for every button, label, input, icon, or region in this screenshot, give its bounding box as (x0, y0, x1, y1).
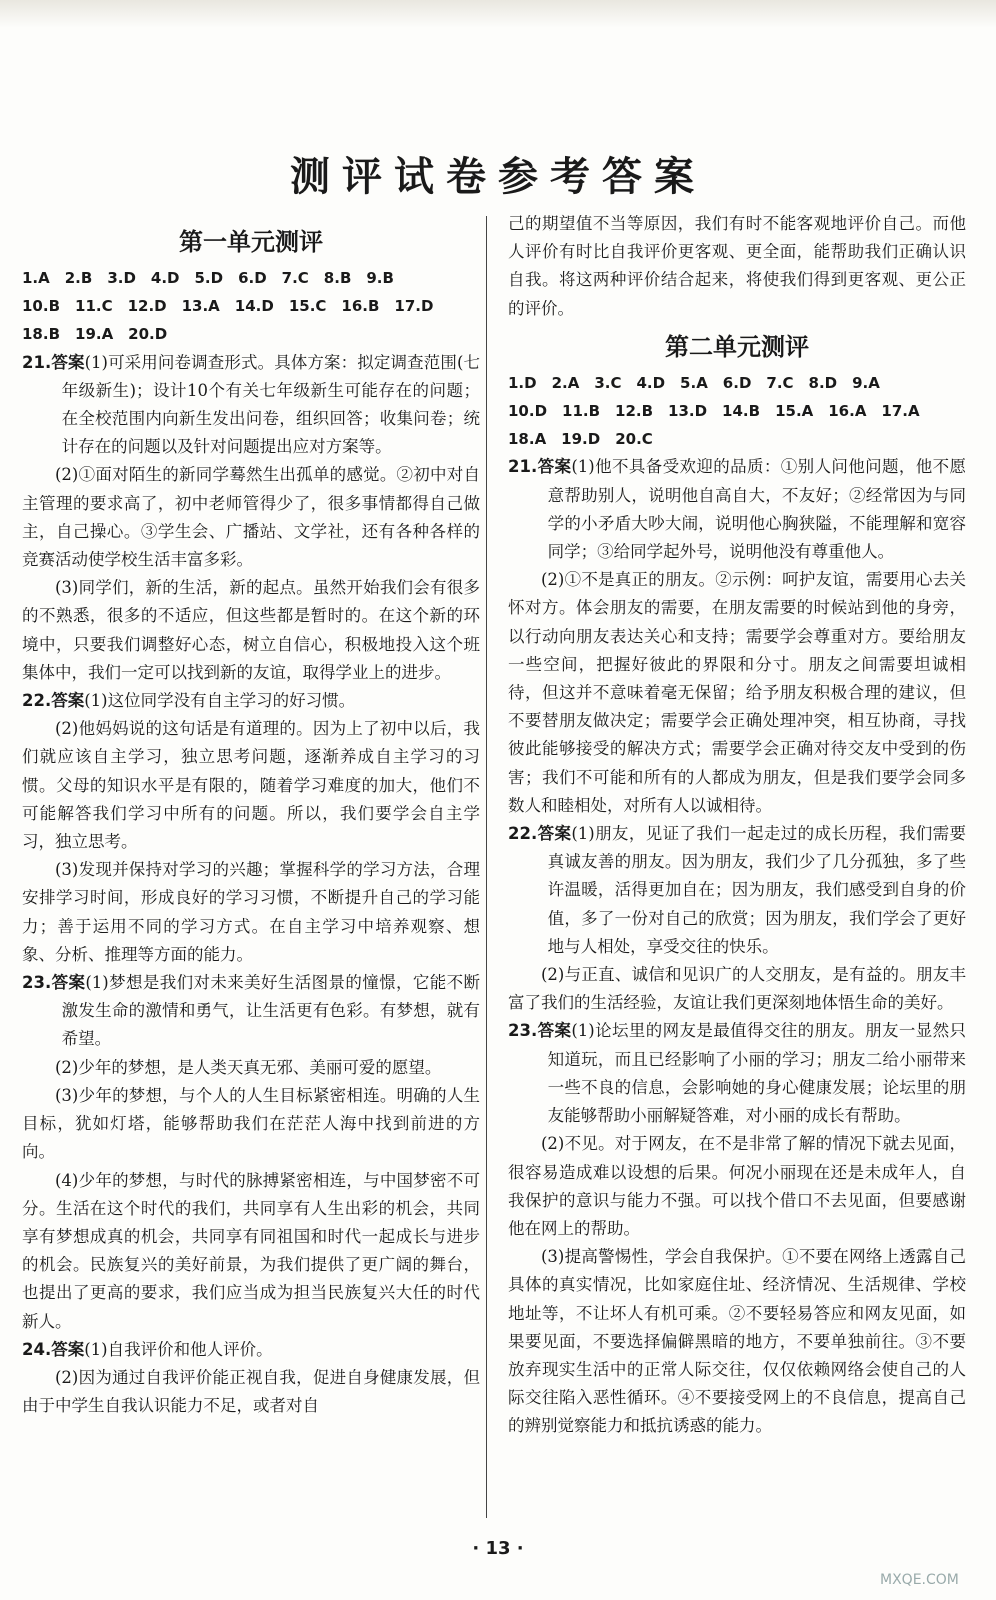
answer-paragraph: (3)同学们，新的生活，新的起点。虽然开始我们会有很多的不熟悉，很多的不适应，但这些都是暂时的。在这个新的环境中，只要我们调整好心态，树立自信心，积极地投入这个班集体中，我们一定可以找到新的友谊，取得学业上的进步。 (22, 578, 480, 682)
answer-21: 21.答案(1)可采用问卷调查形式。具体方案：拟定调查范围(七年级新生)；设计10个有关七年级新生可能存在的问题；在全校范围内向新生发出问卷，组织回答；收集问卷；统计存在的问题以及针对问题提出应对方案等。 (22, 352, 481, 457)
answer-paragraph: (2)他妈妈说的这句话是有道理的。因为上了初中以后，我们就应该自主学习，独立思考问题，逐渐养成自主学习的习惯。父母的知识水平是有限的，随着学习难度的加大，他们不可能解答我们学习中所有的问题。所以，我们要学会自主学习，独立思考。 (22, 719, 480, 852)
unit-title-2: 第二单元测评 (665, 332, 809, 361)
answer-paragraph: (2)少年的梦想，是人类天真无邪、美丽可爱的愿望。 (55, 1057, 442, 1077)
unit-title-1: 第一单元测评 (179, 228, 323, 256)
answer-paragraph: (4)少年的梦想，与时代的脉搏紧密相连，与中国梦密不可分。生活在这个时代的我们，共同享有人生出彩的机会，共同享有梦想成真的机会，共同享有同祖国和时代一起成长与进步的机会。民族复兴的美好前景，为我们提供了更广阔的舞台，也提出了更高的要求，我们应当成为担当民族复兴大任的时代新人。 (22, 1170, 480, 1331)
left-column (22, 218, 480, 1420)
answer-paragraph: (2)不见。对于网友，在不是非常了解的情况下就去见面，很容易造成难以设想的后果。何况小丽现在还是未成年人，自我保护的意识与能力不强。可以找个借口不去见面，但要感谢他在网上的帮助。 (508, 1134, 966, 1238)
answer-paragraph: (2)与正直、诚信和见识广的人交朋友，是有益的。朋友丰富了我们的生活经验，友谊让我们更深刻地体悟生命的美好。 (508, 965, 966, 1013)
column-divider (486, 216, 487, 1518)
answer-paragraph: (2)因为通过自我评价能正视自我，促进自身健康发展，但由于中学生自我认识能力不足，或者对自 (22, 1367, 480, 1416)
answer-24: 24.答案(1)自我评价和他人评价。 (22, 1339, 273, 1359)
answer-23: 23.答案(1)论坛里的网友是最值得交往的朋友。朋友一显然只知道玩，而且已经影响了小丽的学习；朋友二给小丽带来一些不良的信息，会影响她的身心健康发展；论坛里的朋友能够帮助小丽解疑答难，对小丽的成长有帮助。 (508, 1021, 967, 1126)
answer-paragraph: (3)发现并保持对学习的兴趣；掌握科学的学习方法，合理安排学习时间，形成良好的学习习惯，不断提升自己的学习能力；善于运用不同的学习方式。在自主学习中培养观察、想象、分析、推理等方面的能力。 (22, 860, 480, 964)
scan-top-strip (0, 0, 996, 28)
right-column (508, 210, 966, 1441)
answer-21: 21.答案(1)他不具备受欢迎的品质：①别人问他问题，他不愿意帮助别人，说明他自高自大，不友好；②经常因为与同学的小矛盾大吵大闹，说明他心胸狭隘，不能理解和宽容同学；③给同学起外号，说明他没有尊重他人。 (508, 457, 967, 562)
mc-answers-line: 10.D 11.B 12.B 13.D 14.B 15.A 16.A 17.A (508, 402, 920, 421)
answer-paragraph: (3)少年的梦想，与个人的人生目标紧密相连。明确的人生目标，犹如灯塔，能够帮助我们在茫茫人海中找到前进的方向。 (22, 1085, 480, 1162)
answer-paragraph: (2)①面对陌生的新同学蓦然生出孤单的感觉。②初中对自主管理的要求高了，初中老师管得少了，很多事情都得自己做主，自己操心。③学生会、广播站、文学社，还有各种各样的竞赛活动使学校生活丰富多彩。 (22, 465, 480, 570)
mc-answers-line: 1.A 2.B 3.D 4.D 5.D 6.D 7.C 8.B 9.B (22, 269, 394, 287)
mc-answers-line: 18.A 19.D 20.C (508, 430, 653, 449)
answer-22: 22.答案(1)这位同学没有自主学习的好习惯。 (22, 691, 356, 711)
answer-continuation: 己的期望值不当等原因，我们有时不能客观地评价自己。而他人评价有时比自我评价更客观、更全面，能帮助我们正确认识自我。将这两种评价结合起来，将使我们得到更客观、更公正的评价。 (508, 214, 966, 318)
answer-paragraph: (2)①不是真正的朋友。②示例：呵护友谊，需要用心去关怀对方。体会朋友的需要，在朋友需要的时候站到他的身旁，以行动向朋友表达关心和支持；需要学会尊重对方。要给朋友一些空间，把握好彼此的界限和分寸。朋友之间需要坦诚相待，但这并不意味着毫无保留；给予朋友积极合理的建议，但不要替朋友做决定；需要学会正确处理冲突，相互协商，寻找彼此能够接受的解决方式；需要学会正确对待交友中受到的伤害；我们不可能和所有的人都成为朋友，但是我们要学会同多数人和睦相处，对所有人以诚相待。 (508, 570, 966, 815)
mc-answers-line: 1.D 2.A 3.C 4.D 5.A 6.D 7.C 8.D 9.A (508, 373, 880, 392)
page-title: 测评试卷参考答案 (290, 153, 706, 200)
watermark-logo: MXQE.COM (880, 1572, 959, 1588)
page-number: · 13 · (472, 1538, 524, 1559)
answer-23: 23.答案(1)梦想是我们对未来美好生活图景的憧憬，它能不断激发生命的激情和勇气，让生活更有色彩。有梦想，就有希望。 (22, 973, 481, 1049)
answer-paragraph: (3)提高警惕性，学会自我保护。①不要在网络上透露自己具体的真实情况，比如家庭住址、经济情况、生活规律、学校地址等，不让坏人有机可乘。②不要轻易答应和网友见面，如果要见面，不要选择偏僻黑暗的地方，不要单独前往。③不要放弃现实生活中的正常人际交往，仅仅依赖网络会使自己的人际交往陷入恶性循环。④不要接受网上的不良信息，提高自己的辨别觉察能力和抵抗诱惑的能力。 (508, 1247, 966, 1436)
mc-answers-line: 18.B 19.A 20.D (22, 325, 168, 344)
mc-answers-line: 10.B 11.C 12.D 13.A 14.D 15.C 16.B 17.D (22, 297, 434, 316)
answer-22: 22.答案(1)朋友，见证了我们一起走过的成长历程，我们需要真诚友善的朋友。因为朋友，我们少了几分孤独，多了些许温暖，活得更加自在；因为朋友，我们感受到自身的价值，多了一份对自己的欣赏；因为朋友，我们学会了更好地与人相处，享受交往的快乐。 (508, 824, 967, 956)
